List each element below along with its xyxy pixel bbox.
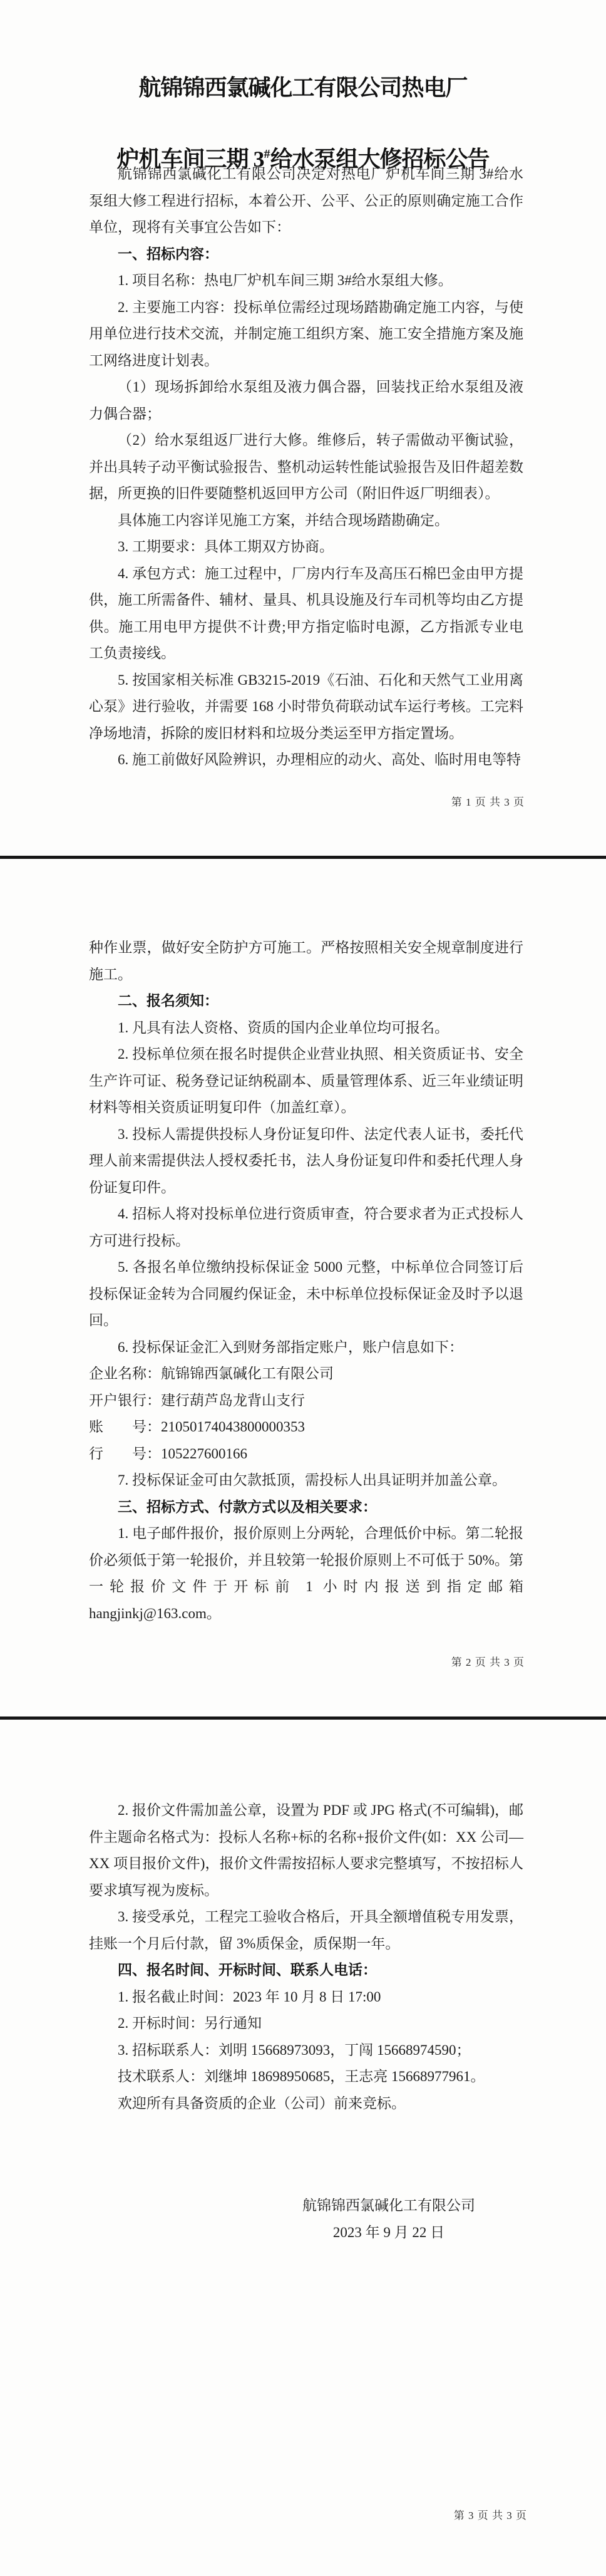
item-bid-bond: 5. 各报名单位缴纳投标保证金 5000 元整，中标单位合同签订后投标保证金转为合同履约保证金，未中标单位投标保证金及时予以退回。 xyxy=(89,1259,523,1328)
item-scope-sub1: （1）现场拆卸给水泵组及液力偶合器，回装找正给水泵组及液力偶合器； xyxy=(89,379,523,422)
item-quotation-format: 2. 报价文件需加盖公章，设置为 PDF 或 JPG 格式(不可编辑)，邮件主题命名格式为：投标人名称+标的名称+报价文件(如：XX 公司—XX 项目报价文件)，报价文件需按招标人要求完整填写，不按招标人要求填写视为废标。 xyxy=(89,1802,523,1898)
item-schedule-requirement: 3. 工期要求：具体工期双方协商。 xyxy=(118,539,334,554)
item-identity-docs: 3. 投标人需提供投标人身份证复印件、法定代表人证书，委托代理人前来需提供法人授权委托书，法人身份证复印件和委托代理人身份证复印件。 xyxy=(89,1126,523,1195)
item-email-quotation: 1. 电子邮件报价，报价原则上分两轮，合理低价中标。第二轮报价必须低于第一轮报价，并且较第一轮报价原则上不可低于 50%。第一轮报价文件于开标前 1 小时内报送到指定邮箱 hangjinkj@163.com。 xyxy=(89,1525,523,1621)
section-1-heading: 一、招标内容： xyxy=(118,246,218,262)
page-3 xyxy=(0,1720,606,2576)
schedule-technical-contacts: 技术联系人：刘继坤 18698950685，王志亮 15668977961。 xyxy=(118,2069,485,2084)
signature-date: 2023 年 9 月 22 日 xyxy=(332,2224,445,2240)
title-line-2: 炉机车间三期 3#给水泵组大修招标公告 xyxy=(116,147,490,172)
item-main-scope: 2. 主要施工内容：投标单位需经过现场踏勘确定施工内容，与使用单位进行技术交流，并制定施工组织方案、施工安全措施方案及施工网络进度计划表。 xyxy=(89,299,523,368)
item-qualification-docs: 2. 投标单位须在报名时提供企业营业执照、相关资质证书、安全生产许可证、税务登记证纳税副本、质量管理体系、近三年业绩证明材料等相关资质证明复印件（加盖红章）。 xyxy=(89,1046,523,1115)
item-scope-note: 具体施工内容详见施工方案，并结合现场踏勘确定。 xyxy=(118,512,449,528)
signature-block xyxy=(302,2193,476,2246)
page-1-footer: 第 1 页 共 3 页 xyxy=(451,796,525,808)
page-3-footer: 第 3 页 共 3 页 xyxy=(453,2510,527,2521)
schedule-tender-contacts: 3. 招标联系人：刘明 15668973093，丁闯 15668974590； xyxy=(118,2042,471,2058)
item-eligibility: 1. 凡具有法人资格、资质的国内企业单位均可报名。 xyxy=(118,1019,449,1036)
item-scope-sub2: （2）给水泵组返厂进行大修。维修后，转子需做动平衡试验，并出具转子动平衡试验报告、整机动运转性能试验报告及旧件超差数据，所更换的旧件要随整机返回甲方公司（附旧件返厂明细表）。 xyxy=(89,432,523,501)
schedule-registration-deadline: 1. 报名截止时间：2023 年 10 月 8 日 17:00 xyxy=(118,1988,381,2005)
section-4-heading: 四、报名时间、开标时间、联系人电话： xyxy=(118,1962,377,1978)
account-bank-name: 开户银行：建行葫芦岛龙背山支行 xyxy=(89,1392,305,1408)
item-project-name: 1. 项目名称：热电厂炉机车间三期 3#给水泵组大修。 xyxy=(118,273,453,288)
item-acceptance-standard: 5. 按国家相关标准 GB3215-2019《石油、石化和天然气工业用离心泵》进行验收，并需要 168 小时带负荷联动试车运行考核。工完料净场地清，拆除的废旧材料和垃圾分类运至甲方指定置场。 xyxy=(89,672,523,741)
schedule-bid-opening-time: 2. 开标时间：另行通知 xyxy=(118,2015,262,2031)
page-2-body xyxy=(89,935,523,1627)
section-3-heading: 三、招标方式、付款方式以及相关要求： xyxy=(118,1498,377,1515)
item-qualification-review: 4. 招标人将对投标单位进行资质审查，符合要求者为正式投标人方可进行投标。 xyxy=(89,1206,523,1249)
item-payment-terms: 3. 接受承兑，工程完工验收合格后，开具全额增值税专用发票，挂账一个月后付款，留 3%质保金，质保期一年。 xyxy=(89,1909,523,1951)
item-bond-offset: 7. 投标保证金可由欠款抵顶，需投标人出具证明并加盖公章。 xyxy=(118,1472,506,1488)
page-1-body xyxy=(89,161,523,774)
superscript-hash: # xyxy=(264,147,270,161)
title-line-1: 航锦锦西氯碱化工有限公司热电厂 xyxy=(138,75,468,100)
closing-welcome-line: 欢迎所有具备资质的企业（公司）前来竞标。 xyxy=(118,2095,406,2111)
risk-paragraph-continuation: 种作业票，做好安全防护方可施工。严格按照相关安全规章制度进行施工。 xyxy=(89,940,523,982)
page-2-footer: 第 2 页 共 3 页 xyxy=(451,1656,525,1668)
page-1 xyxy=(0,0,606,856)
section-2-heading: 二、报名须知： xyxy=(118,993,218,1009)
item-risk-identification: 6. 施工前做好风险辨识，办理相应的动火、高处、临时用电等特 xyxy=(118,752,521,767)
account-company-name: 企业名称：航锦锦西氯碱化工有限公司 xyxy=(89,1366,334,1381)
page-2 xyxy=(0,859,606,1716)
bank-branch-number: 行 号：105227600166 xyxy=(89,1445,247,1462)
item-contract-mode: 4. 承包方式：施工过程中，厂房内行车及高压石棉巴金由甲方提供，施工所需备件、辅材、量具、机具设施及行车司机等均由乙方提供。施工用电甲方提供不计费;甲方指定临时电源，乙方指派专业电工负责接线。 xyxy=(89,565,523,661)
item-bond-transfer: 6. 投标保证金汇入到财务部指定账户，账户信息如下： xyxy=(118,1339,463,1355)
page-3-body xyxy=(89,1797,523,2117)
intro-paragraph: 航锦锦西氯碱化工有限公司决定对热电厂炉机车间三期 3#给水泵组大修工程进行招标，本着公开、公平、公正的原则确定施工合作单位，现将有关事宜公告如下： xyxy=(89,166,523,235)
account-number: 账 号：21050174043800000353 xyxy=(89,1419,305,1435)
signature-company: 航锦锦西氯碱化工有限公司 xyxy=(302,2198,475,2213)
